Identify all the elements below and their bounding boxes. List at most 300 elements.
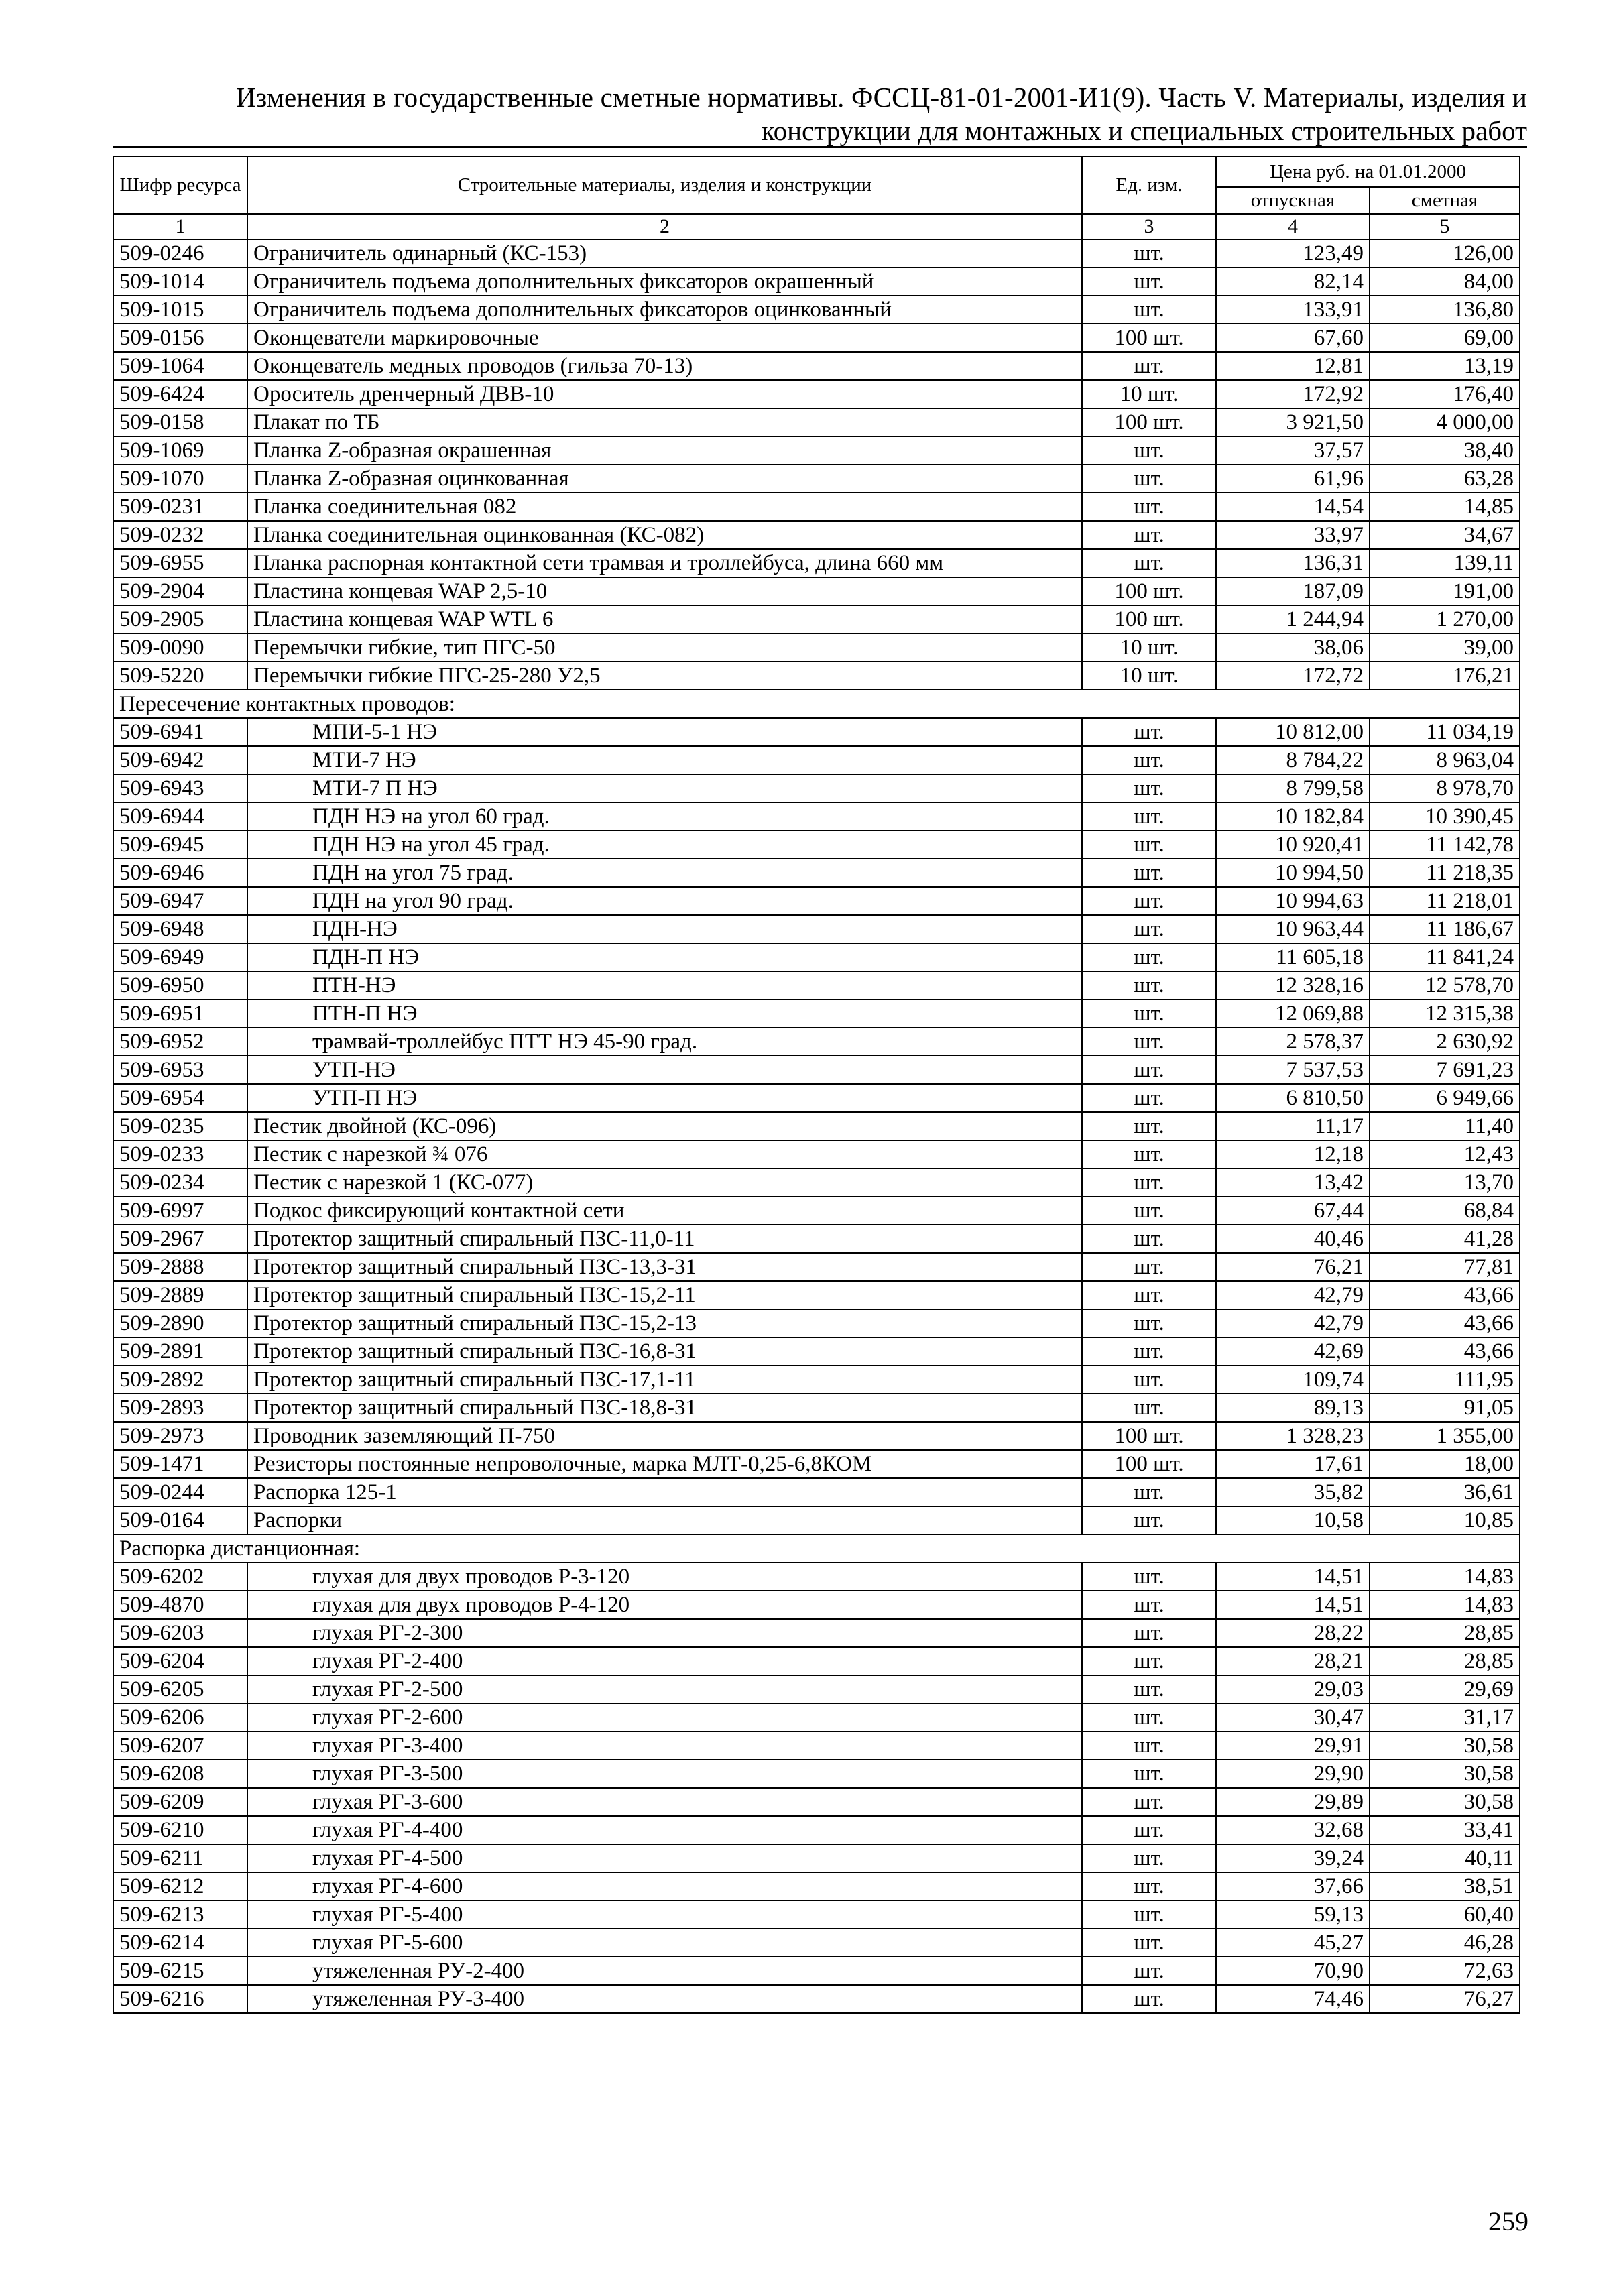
unit: шт. [1082, 549, 1216, 577]
estimate-price: 11 186,67 [1370, 915, 1520, 943]
section-title: Распорка дистанционная: [113, 1534, 1520, 1563]
table-row [113, 1619, 1520, 1647]
unit: шт. [1082, 1816, 1216, 1844]
estimate-price: 72,63 [1370, 1957, 1520, 1985]
estimate-price: 39,00 [1370, 633, 1520, 662]
estimate-price: 38,51 [1370, 1872, 1520, 1900]
unit: шт. [1082, 943, 1216, 971]
unit: шт. [1082, 1028, 1216, 1056]
material-name: ПДН НЭ на угол 45 град. [247, 831, 1082, 859]
resource-code: 509-6946 [113, 859, 247, 887]
material-name: утяжеленная РУ-3-400 [247, 1985, 1082, 2013]
resource-code: 509-2904 [113, 577, 247, 605]
resource-code: 509-5220 [113, 662, 247, 690]
table-row [113, 971, 1520, 1000]
resource-code: 509-2892 [113, 1366, 247, 1394]
unit: шт. [1082, 802, 1216, 831]
material-name: глухая РГ-2-600 [247, 1703, 1082, 1732]
resource-code: 509-0244 [113, 1478, 247, 1506]
unit: шт. [1082, 1929, 1216, 1957]
estimate-price: 8 978,70 [1370, 774, 1520, 802]
resource-code: 509-0156 [113, 324, 247, 352]
release-price: 2 578,37 [1216, 1028, 1370, 1056]
unit: шт. [1082, 746, 1216, 774]
estimate-price: 11 218,01 [1370, 887, 1520, 915]
release-price: 10 920,41 [1216, 831, 1370, 859]
material-name: глухая РГ-3-600 [247, 1788, 1082, 1816]
resource-code: 509-1471 [113, 1450, 247, 1478]
section-title: Пересечение контактных проводов: [113, 690, 1520, 718]
resource-code: 509-6215 [113, 1957, 247, 1985]
table-row [113, 1788, 1520, 1816]
table-row [113, 1478, 1520, 1506]
estimate-price: 41,28 [1370, 1225, 1520, 1253]
release-price: 29,90 [1216, 1760, 1370, 1788]
table-row [113, 1281, 1520, 1309]
unit: шт. [1082, 1056, 1216, 1084]
unit: шт. [1082, 915, 1216, 943]
release-price: 172,92 [1216, 380, 1370, 408]
release-price: 14,54 [1216, 493, 1370, 521]
resource-code: 509-0158 [113, 408, 247, 436]
estimate-price: 6 949,66 [1370, 1084, 1520, 1112]
unit: шт. [1082, 1253, 1216, 1281]
table-row [113, 1732, 1520, 1760]
resource-code: 509-1014 [113, 267, 247, 296]
estimate-price: 60,40 [1370, 1900, 1520, 1929]
estimate-price: 33,41 [1370, 1816, 1520, 1844]
estimate-price: 1 355,00 [1370, 1422, 1520, 1450]
section-row [113, 690, 1520, 718]
section-row [113, 1534, 1520, 1563]
table-row [113, 662, 1520, 690]
table-row [113, 1957, 1520, 1985]
material-name: ПДН НЭ на угол 60 град. [247, 802, 1082, 831]
resource-code: 509-6212 [113, 1872, 247, 1900]
resource-code: 509-4870 [113, 1591, 247, 1619]
estimate-price: 139,11 [1370, 549, 1520, 577]
table-row [113, 1675, 1520, 1703]
estimate-price: 136,80 [1370, 296, 1520, 324]
estimate-price: 13,70 [1370, 1168, 1520, 1197]
estimate-price: 30,58 [1370, 1788, 1520, 1816]
material-name: глухая РГ-4-600 [247, 1872, 1082, 1900]
resource-code: 509-0090 [113, 633, 247, 662]
table-row [113, 1084, 1520, 1112]
estimate-price: 46,28 [1370, 1929, 1520, 1957]
material-name: глухая для двух проводов Р-4-120 [247, 1591, 1082, 1619]
material-name: Планка соединительная оцинкованная (КС-082) [247, 521, 1082, 549]
estimate-price: 36,61 [1370, 1478, 1520, 1506]
resource-code: 509-6948 [113, 915, 247, 943]
col-number-3: 3 [1082, 214, 1216, 239]
table-row [113, 1647, 1520, 1675]
release-price: 1 328,23 [1216, 1422, 1370, 1450]
table-row [113, 239, 1520, 267]
resource-code: 509-6942 [113, 746, 247, 774]
table-row [113, 352, 1520, 380]
estimate-price: 14,83 [1370, 1563, 1520, 1591]
header-line-2: конструкции для монтажных и специальных строительных работ [761, 115, 1527, 146]
unit: шт. [1082, 465, 1216, 493]
estimate-price: 191,00 [1370, 577, 1520, 605]
resource-code: 509-0233 [113, 1140, 247, 1168]
release-price: 11 605,18 [1216, 943, 1370, 971]
resource-code: 509-2893 [113, 1394, 247, 1422]
material-name: глухая РГ-3-500 [247, 1760, 1082, 1788]
resource-code: 509-1070 [113, 465, 247, 493]
release-price: 10,58 [1216, 1506, 1370, 1534]
estimate-price: 43,66 [1370, 1337, 1520, 1366]
unit: шт. [1082, 1788, 1216, 1816]
table-row [113, 1900, 1520, 1929]
material-name: ПТН-П НЭ [247, 1000, 1082, 1028]
estimate-price: 2 630,92 [1370, 1028, 1520, 1056]
resource-code: 509-6210 [113, 1816, 247, 1844]
estimate-price: 30,58 [1370, 1732, 1520, 1760]
material-name: Протектор защитный спиральный ПЗС-17,1-11 [247, 1366, 1082, 1394]
release-price: 35,82 [1216, 1478, 1370, 1506]
estimate-price: 176,21 [1370, 662, 1520, 690]
material-name: Проводник заземляющий П-750 [247, 1422, 1082, 1450]
material-name: Распорки [247, 1506, 1082, 1534]
material-name: Пестик с нарезкой 1 (КС-077) [247, 1168, 1082, 1197]
material-name: глухая РГ-5-600 [247, 1929, 1082, 1957]
header-divider [113, 146, 1527, 148]
release-price: 17,61 [1216, 1450, 1370, 1478]
release-price: 28,22 [1216, 1619, 1370, 1647]
unit: шт. [1082, 1084, 1216, 1112]
resource-code: 509-1015 [113, 296, 247, 324]
unit: шт. [1082, 1366, 1216, 1394]
resource-code: 509-2967 [113, 1225, 247, 1253]
estimate-price: 18,00 [1370, 1450, 1520, 1478]
unit: шт. [1082, 436, 1216, 465]
release-price: 14,51 [1216, 1591, 1370, 1619]
estimate-price: 126,00 [1370, 239, 1520, 267]
estimate-price: 11,40 [1370, 1112, 1520, 1140]
table-row [113, 1929, 1520, 1957]
resource-code: 509-2891 [113, 1337, 247, 1366]
material-name: Ограничитель подъема дополнительных фиксаторов окрашенный [247, 267, 1082, 296]
table-row [113, 831, 1520, 859]
resource-code: 509-2889 [113, 1281, 247, 1309]
resource-code: 509-6952 [113, 1028, 247, 1056]
release-price: 29,03 [1216, 1675, 1370, 1703]
unit: шт. [1082, 1619, 1216, 1647]
material-name: глухая РГ-2-400 [247, 1647, 1082, 1675]
release-price: 8 799,58 [1216, 774, 1370, 802]
table-row [113, 633, 1520, 662]
release-price: 37,57 [1216, 436, 1370, 465]
release-price: 13,42 [1216, 1168, 1370, 1197]
material-name: Перемычки гибкие ПГС-25-280 У2,5 [247, 662, 1082, 690]
table-row [113, 605, 1520, 633]
material-name: глухая для двух проводов Р-3-120 [247, 1563, 1082, 1591]
estimate-price: 12 578,70 [1370, 971, 1520, 1000]
table-row [113, 324, 1520, 352]
material-name: Планка Z-образная окрашенная [247, 436, 1082, 465]
release-price: 59,13 [1216, 1900, 1370, 1929]
material-name: глухая РГ-3-400 [247, 1732, 1082, 1760]
table-row [113, 380, 1520, 408]
release-price: 10 994,50 [1216, 859, 1370, 887]
price-table [113, 156, 1520, 2014]
release-price: 82,14 [1216, 267, 1370, 296]
header-release-price: отпускная [1216, 187, 1370, 214]
resource-code: 509-6955 [113, 549, 247, 577]
unit: шт. [1082, 1760, 1216, 1788]
unit: шт. [1082, 1478, 1216, 1506]
resource-code: 509-6951 [113, 1000, 247, 1028]
table-row [113, 1563, 1520, 1591]
table-row [113, 1422, 1520, 1450]
estimate-price: 84,00 [1370, 267, 1520, 296]
material-name: ПТН-НЭ [247, 971, 1082, 1000]
material-name: утяжеленная РУ-2-400 [247, 1957, 1082, 1985]
resource-code: 509-0232 [113, 521, 247, 549]
table-row [113, 802, 1520, 831]
material-name: Распорка 125-1 [247, 1478, 1082, 1506]
material-name: глухая РГ-4-500 [247, 1844, 1082, 1872]
unit: 100 шт. [1082, 324, 1216, 352]
material-name: Ороситель дренчерный ДВВ-10 [247, 380, 1082, 408]
resource-code: 509-0231 [113, 493, 247, 521]
material-name: ПДН-П НЭ [247, 943, 1082, 971]
table-row [113, 859, 1520, 887]
header-estimate-price: сметная [1370, 187, 1520, 214]
material-name: ПДН на угол 75 град. [247, 859, 1082, 887]
page-header [113, 80, 1527, 147]
table-row [113, 1816, 1520, 1844]
unit: шт. [1082, 1168, 1216, 1197]
unit: шт. [1082, 1197, 1216, 1225]
col-number-5: 5 [1370, 214, 1520, 239]
material-name: Пестик с нарезкой ¾ 076 [247, 1140, 1082, 1168]
unit: шт. [1082, 239, 1216, 267]
unit: 100 шт. [1082, 1422, 1216, 1450]
material-name: Планка соединительная 082 [247, 493, 1082, 521]
table-row [113, 915, 1520, 943]
material-name: глухая РГ-5-400 [247, 1900, 1082, 1929]
estimate-price: 11 034,19 [1370, 718, 1520, 746]
material-name: Резисторы постоянные непроволочные, марка МЛТ-0,25-6,8КОМ [247, 1450, 1082, 1478]
resource-code: 509-6209 [113, 1788, 247, 1816]
material-name: глухая РГ-4-400 [247, 1816, 1082, 1844]
resource-code: 509-6424 [113, 380, 247, 408]
release-price: 42,79 [1216, 1281, 1370, 1309]
table-row [113, 1000, 1520, 1028]
unit: шт. [1082, 1140, 1216, 1168]
table-row [113, 1366, 1520, 1394]
table-row [113, 577, 1520, 605]
header-price: Цена руб. на 01.01.2000 [1216, 156, 1520, 187]
resource-code: 509-0234 [113, 1168, 247, 1197]
release-price: 28,21 [1216, 1647, 1370, 1675]
unit: шт. [1082, 1506, 1216, 1534]
estimate-price: 14,85 [1370, 493, 1520, 521]
unit: шт. [1082, 1394, 1216, 1422]
resource-code: 509-6941 [113, 718, 247, 746]
unit: 10 шт. [1082, 633, 1216, 662]
estimate-price: 68,84 [1370, 1197, 1520, 1225]
unit: шт. [1082, 1872, 1216, 1900]
material-name: Протектор защитный спиральный ПЗС-18,8-31 [247, 1394, 1082, 1422]
estimate-price: 31,17 [1370, 1703, 1520, 1732]
resource-code: 509-6203 [113, 1619, 247, 1647]
material-name: Протектор защитный спиральный ПЗС-11,0-11 [247, 1225, 1082, 1253]
unit: шт. [1082, 296, 1216, 324]
resource-code: 509-6954 [113, 1084, 247, 1112]
table-row [113, 1309, 1520, 1337]
table-row [113, 1506, 1520, 1534]
table-row [113, 1112, 1520, 1140]
unit: 10 шт. [1082, 662, 1216, 690]
resource-code: 509-6205 [113, 1675, 247, 1703]
material-name: глухая РГ-2-300 [247, 1619, 1082, 1647]
table-row [113, 408, 1520, 436]
release-price: 172,72 [1216, 662, 1370, 690]
table-row [113, 1225, 1520, 1253]
unit: шт. [1082, 971, 1216, 1000]
resource-code: 509-6208 [113, 1760, 247, 1788]
unit: шт. [1082, 859, 1216, 887]
estimate-price: 11 218,35 [1370, 859, 1520, 887]
unit: шт. [1082, 1957, 1216, 1985]
table-row [113, 718, 1520, 746]
release-price: 187,09 [1216, 577, 1370, 605]
table-row [113, 1394, 1520, 1422]
estimate-price: 11 841,24 [1370, 943, 1520, 971]
release-price: 29,89 [1216, 1788, 1370, 1816]
resource-code: 509-6950 [113, 971, 247, 1000]
estimate-price: 91,05 [1370, 1394, 1520, 1422]
material-name: Протектор защитный спиральный ПЗС-13,3-31 [247, 1253, 1082, 1281]
unit: шт. [1082, 1844, 1216, 1872]
release-price: 45,27 [1216, 1929, 1370, 1957]
estimate-price: 77,81 [1370, 1253, 1520, 1281]
release-price: 89,13 [1216, 1394, 1370, 1422]
table-row [113, 1591, 1520, 1619]
estimate-price: 176,40 [1370, 380, 1520, 408]
resource-code: 509-6214 [113, 1929, 247, 1957]
estimate-price: 29,69 [1370, 1675, 1520, 1703]
resource-code: 509-6944 [113, 802, 247, 831]
table-row [113, 1337, 1520, 1366]
release-price: 3 921,50 [1216, 408, 1370, 436]
resource-code: 509-1069 [113, 436, 247, 465]
release-price: 10 182,84 [1216, 802, 1370, 831]
resource-code: 509-0235 [113, 1112, 247, 1140]
release-price: 38,06 [1216, 633, 1370, 662]
unit: шт. [1082, 1000, 1216, 1028]
unit: шт. [1082, 1591, 1216, 1619]
material-name: Оконцеватель медных проводов (гильза 70-13) [247, 352, 1082, 380]
table-row [113, 1197, 1520, 1225]
resource-code: 509-6949 [113, 943, 247, 971]
unit: шт. [1082, 1985, 1216, 2013]
unit: шт. [1082, 1703, 1216, 1732]
table-row [113, 746, 1520, 774]
unit: шт. [1082, 352, 1216, 380]
unit: шт. [1082, 887, 1216, 915]
estimate-price: 28,85 [1370, 1619, 1520, 1647]
table-row [113, 1872, 1520, 1900]
unit: шт. [1082, 1900, 1216, 1929]
resource-code: 509-6997 [113, 1197, 247, 1225]
release-price: 42,79 [1216, 1309, 1370, 1337]
material-name: МПИ-5-1 НЭ [247, 718, 1082, 746]
unit: шт. [1082, 1337, 1216, 1366]
unit: шт. [1082, 1563, 1216, 1591]
estimate-price: 13,19 [1370, 352, 1520, 380]
material-name: глухая РГ-2-500 [247, 1675, 1082, 1703]
material-name: Пестик двойной (КС-096) [247, 1112, 1082, 1140]
unit: шт. [1082, 1225, 1216, 1253]
unit: 100 шт. [1082, 1450, 1216, 1478]
material-name: трамвай-троллейбус ПТТ НЭ 45-90 град. [247, 1028, 1082, 1056]
unit: шт. [1082, 831, 1216, 859]
resource-code: 509-6204 [113, 1647, 247, 1675]
unit: 100 шт. [1082, 605, 1216, 633]
table-row [113, 1760, 1520, 1788]
unit: 100 шт. [1082, 408, 1216, 436]
release-price: 10 994,63 [1216, 887, 1370, 915]
material-name: Ограничитель одинарный (КС-153) [247, 239, 1082, 267]
unit: шт. [1082, 1309, 1216, 1337]
release-price: 7 537,53 [1216, 1056, 1370, 1084]
unit: шт. [1082, 493, 1216, 521]
estimate-price: 34,67 [1370, 521, 1520, 549]
table-row [113, 549, 1520, 577]
release-price: 30,47 [1216, 1703, 1370, 1732]
table-row [113, 887, 1520, 915]
unit: шт. [1082, 1647, 1216, 1675]
resource-code: 509-2905 [113, 605, 247, 633]
release-price: 74,46 [1216, 1985, 1370, 2013]
release-price: 12,81 [1216, 352, 1370, 380]
unit: шт. [1082, 1732, 1216, 1760]
material-name: Подкос фиксирующий контактной сети [247, 1197, 1082, 1225]
release-price: 39,24 [1216, 1844, 1370, 1872]
release-price: 32,68 [1216, 1816, 1370, 1844]
table-row [113, 1253, 1520, 1281]
unit: шт. [1082, 774, 1216, 802]
material-name: МТИ-7 П НЭ [247, 774, 1082, 802]
header-unit: Ед. изм. [1082, 156, 1216, 214]
header-line-1: Изменения в государственные сметные нормативы. ФССЦ-81-01-2001-И1(9). Часть V. Материалы, изделия и [236, 82, 1527, 113]
col-number-2: 2 [247, 214, 1082, 239]
table-row [113, 1056, 1520, 1084]
resource-code: 509-6211 [113, 1844, 247, 1872]
resource-code: 509-6202 [113, 1563, 247, 1591]
release-price: 61,96 [1216, 465, 1370, 493]
release-price: 10 812,00 [1216, 718, 1370, 746]
estimate-price: 1 270,00 [1370, 605, 1520, 633]
release-price: 12 069,88 [1216, 1000, 1370, 1028]
unit: шт. [1082, 1281, 1216, 1309]
release-price: 67,60 [1216, 324, 1370, 352]
material-name: Оконцеватели маркировочные [247, 324, 1082, 352]
unit: шт. [1082, 267, 1216, 296]
material-name: Планка распорная контактной сети трамвая и троллейбуса, длина 660 мм [247, 549, 1082, 577]
table-row [113, 267, 1520, 296]
table-row [113, 1450, 1520, 1478]
table-row [113, 465, 1520, 493]
release-price: 42,69 [1216, 1337, 1370, 1366]
table-row [113, 1844, 1520, 1872]
estimate-price: 38,40 [1370, 436, 1520, 465]
